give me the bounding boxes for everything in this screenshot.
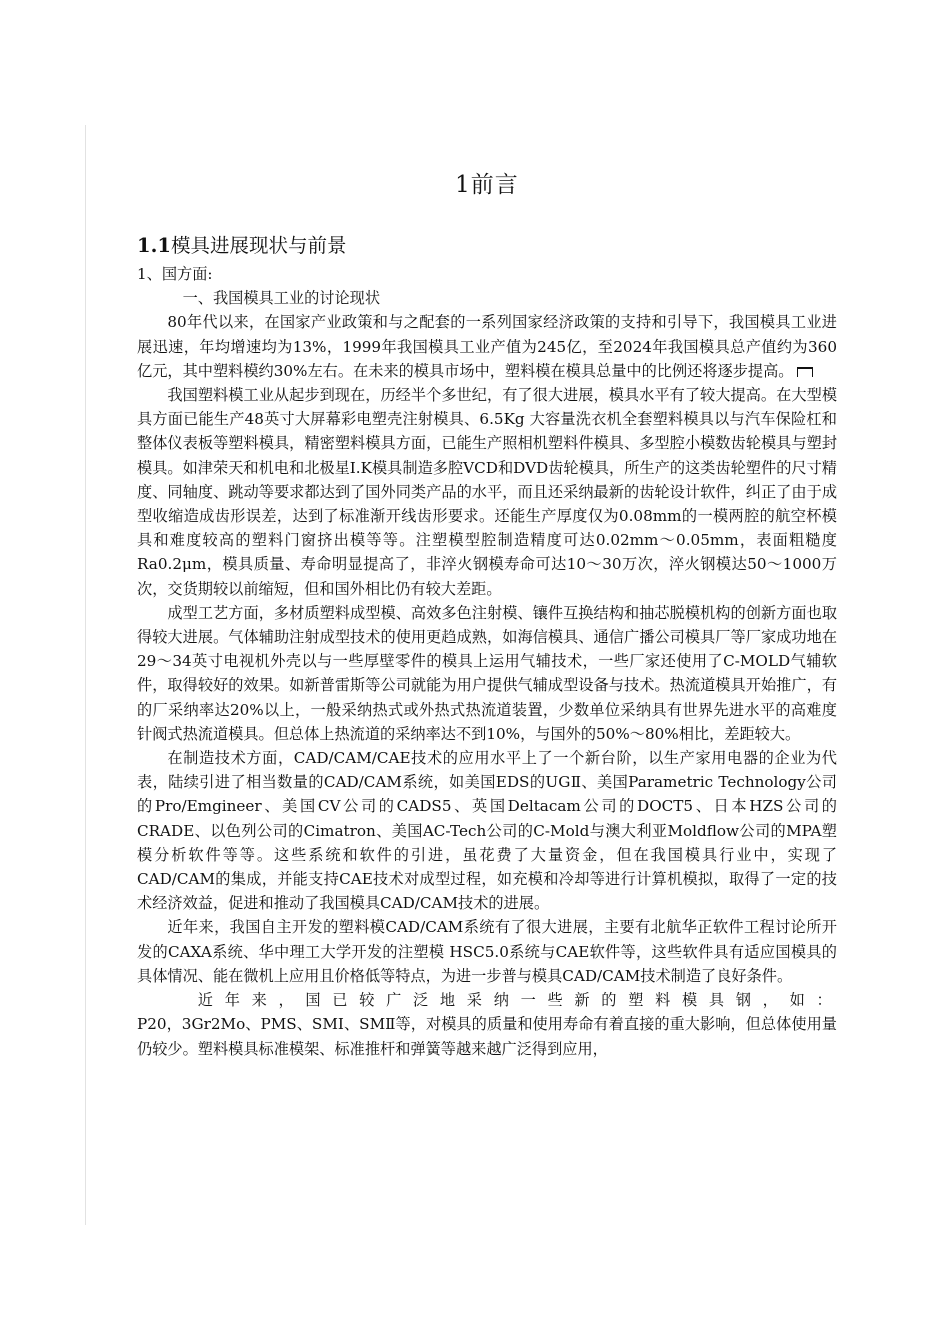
paragraph-plastic-mold-progress: 我国塑料模工业从起步到现在，历经半个多世纪，有了很大进展，模具水平有了较大提高。在大型模具方面已能生产48英寸大屏幕彩电塑壳注射模具、6.5Kg 大容量洗衣机全套塑料模具以与汽车保险杠和整体仪表板等塑料模具，精密塑料模具方面，已能生产照相机塑料件模具、多型腔小模数齿轮模具与塑封模具。如津荣天和机电和北极星Ⅰ.K模具制造多腔VCD和DVD齿轮模具，所生产的这类齿轮塑件的尺寸精度、同轴度、跳动等要求都达到了国外同类产品的水平，而且还采纳最新的齿轮设计软件，纠正了由于成型收缩造成齿形误差，达到了标准渐开线齿形要求。还能生产厚度仅为0.08mm的一模两腔的航空杯模具和难度较高的塑料门窗挤出模等等。注塑模型腔制造精度可达0.02mm～0.05mm，表面粗糙度Ra0.2μm，模具质量、寿命明显提高了，非淬火钢模寿命可达10～30万次，淬火钢模达50～1000万次，交货期较以前缩短，但和国外相比仍有较大差距。 bbox=[137, 386, 837, 598]
paragraph-industry-growth-text: 80年代以来，在国家产业政策和与之配套的一系列国家经济政策的支持和引导下，我国模具工业进展迅速，年均增速均为13%，1999年我国模具工业产值为245亿，至2024年我国模具总产值约为360亿元，其中塑料模约30%左右。在未来的模具市场中，塑料模在模具总量中的比例还将逐步提高。 bbox=[137, 313, 837, 380]
paragraph-cad-cam: 在制造技术方面，CAD/CAM/CAE技术的应用水平上了一个新台阶，以生产家用电器的企业为代表，陆续引进了相当数量的CAD/CAM系统，如美国EDS的UGⅡ、美国Parametric Technology公司的Pro/Emgineer、美国CV公司的CADS5、英国Deltacam公司的DOCT5、日本HZS公司的CRADE、以色列公司的Cimatron、美国AC-Tech公司的C-Mold与澳大利亚Moldflow公司的MPA塑模分析软件等等。这些系统和软件的引进，虽花费了大量资金，但在我国模具行业中，实现了CAD/CAM的集成，并能支持CAE技术对成型过程，如充模和冷却等进行计算机模拟，取得了一定的技术经济效益，促进和推动了我国模具CAD/CAM技术的进展。 bbox=[137, 749, 837, 913]
paragraph-mold-steel: P20，3Gr2Mo、PMS、SMⅠ、SMⅡ等，对模具的质量和使用寿命有着直接的重大影响，但总体使用量仍较少。塑料模具标准模架、标准推杆和弹簧等越来越广泛得到应用， bbox=[137, 1015, 837, 1058]
page-margin-line bbox=[85, 125, 86, 1225]
subheading-domestic: 1、国方面: bbox=[137, 265, 213, 283]
section-title bbox=[137, 230, 346, 258]
section-heading-text: 模具进展现状与前景 bbox=[170, 234, 347, 257]
subheading-research-status: 一、我国模具工业的讨论现状 bbox=[182, 289, 381, 308]
chapter-title: 1前言 bbox=[455, 172, 519, 198]
paragraph-industry-growth bbox=[137, 310, 837, 383]
paragraph-mold-steel-intro: 近年来，国已较广泛地采纳一些新的塑料模具钢，如： bbox=[197, 991, 837, 1010]
insert-cursor-icon bbox=[797, 367, 813, 377]
section-number: 1.1 bbox=[137, 234, 171, 257]
paragraph-molding-process: 成型工艺方面，多材质塑料成型模、高效多色注射模、镶件互换结构和抽芯脱模机构的创新方面也取得较大进展。气体辅助注射成型技术的使用更趋成熟，如海信模具、通信广播公司模具厂等厂家成功地在29～34英寸电视机外壳以与一些厚壁零件的模具上运用气辅技术，一些厂家还使用了C-MOLD气辅软件，取得较好的效果。如新普雷斯等公司就能为用户提供气辅成型设备与技术。热流道模具开始推广，有的厂采纳率达20%以上，一般采纳热式或外热式热流道装置，少数单位采纳具有世界先进水平的高难度针阀式热流道模具。但总体上热流道的采纳率达不到10%，与国外的50%～80%相比，差距较大。 bbox=[137, 603, 837, 743]
paragraph-domestic-software: 近年来，我国自主开发的塑料模CAD/CAM系统有了很大进展，主要有北航华正软件工程讨论所开发的CAXA系统、华中理工大学开发的注塑模 HSC5.0系统与CAE软件等，这些软件具有适应国模具的具体情况、能在微机上应用且价格低等特点，为进一步普与模具CAD/CAM技术制造了良好条件。 bbox=[137, 918, 837, 985]
body-text bbox=[137, 262, 837, 1061]
